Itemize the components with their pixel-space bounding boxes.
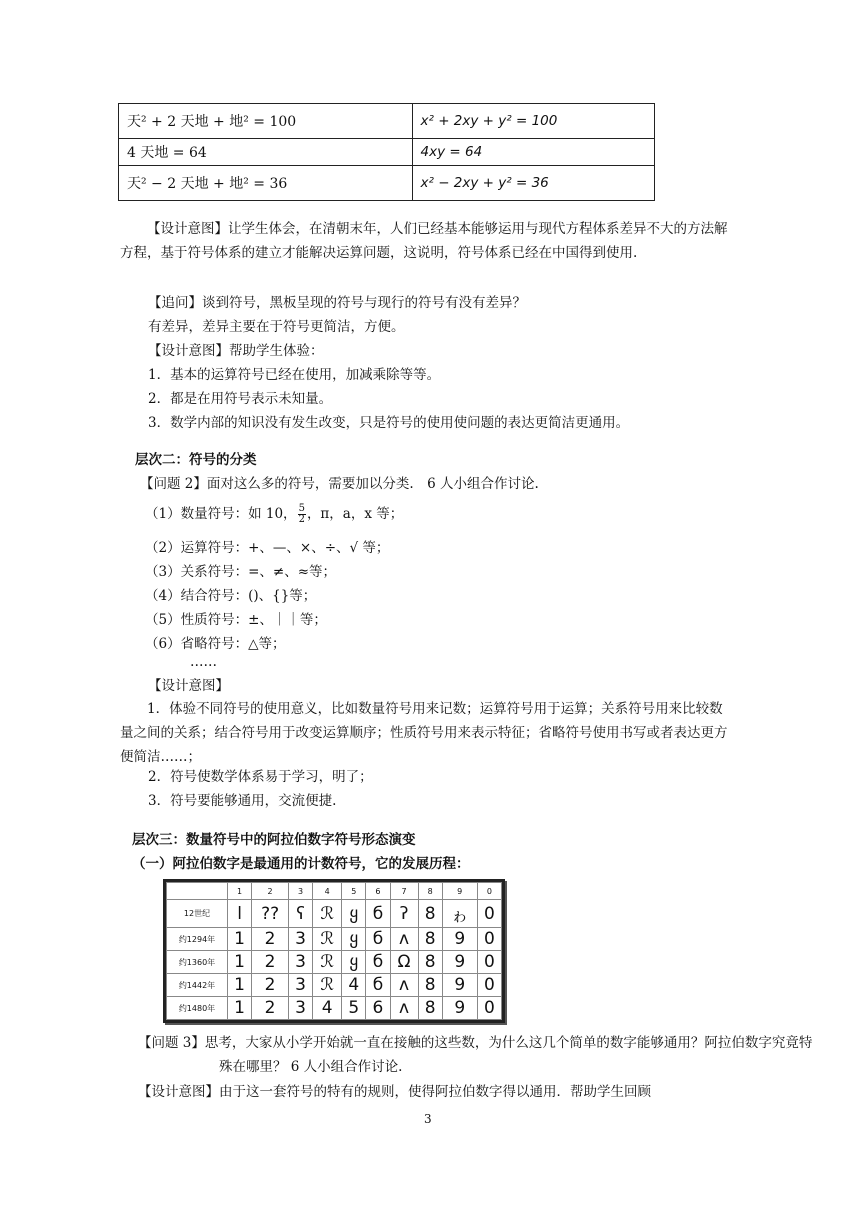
category-text: （1）数量符号：如 10， — [145, 506, 297, 522]
digit-cell: ʌ — [390, 928, 418, 951]
digit-cell: ყ — [342, 928, 366, 951]
category-text: ，π，a，x 等； — [306, 506, 404, 522]
fraction-numerator: 5 — [298, 503, 305, 514]
digit-cell: б — [366, 951, 390, 974]
digit-cell: 0 — [477, 997, 501, 1020]
numeral-evolution-image — [163, 879, 505, 1023]
follow-up-question: 【追问】谈到符号，黑板呈现的符号与现行的符号有没有差异？ — [148, 295, 526, 311]
digit-cell: 1 — [228, 951, 252, 974]
header-cell: 3 — [289, 883, 313, 900]
list-item: 2．都是在用符号表示未知量。 — [148, 391, 333, 407]
section-heading: 层次二：符号的分类 — [135, 452, 257, 468]
digit-cell: 6 — [366, 997, 390, 1020]
table-cell: 天² − 2 天地 + 地² = 36 — [119, 166, 413, 201]
table-row — [167, 997, 502, 1020]
fraction — [298, 504, 306, 525]
table-cell: 天² + 2 天地 + 地² = 100 — [119, 104, 413, 139]
digit-cell: 8 — [418, 974, 442, 997]
digit-cell: 8 — [418, 997, 442, 1020]
digit-cell: ℛ — [313, 951, 342, 974]
table-cell: 4xy = 64 — [412, 139, 654, 166]
digit-cell: б — [366, 900, 390, 928]
digit-cell: 1 — [228, 974, 252, 997]
list-item: 3．数学内部的知识没有发生改变，只是符号的使用使问题的表达更简洁更通用。 — [148, 415, 630, 431]
digit-cell: ℛ — [313, 900, 342, 928]
digit-cell: ʕ — [289, 900, 313, 928]
table-row — [167, 900, 502, 928]
digit-cell: ℛ — [313, 928, 342, 951]
list-item: 3．符号要能够通用，交流便捷. — [148, 793, 337, 809]
digit-cell: 2 — [252, 928, 289, 951]
category-quantity — [145, 502, 403, 525]
header-cell: 8 — [418, 883, 442, 900]
digit-cell: 0 — [477, 928, 501, 951]
digit-cell: 9 — [442, 997, 477, 1020]
header-cell: 4 — [313, 883, 342, 900]
row-label: 约1442年 — [167, 974, 228, 997]
header-cell — [167, 883, 228, 900]
row-label: 约1294年 — [167, 928, 228, 951]
digit-cell: 1 — [228, 928, 252, 951]
digit-cell: 0 — [477, 900, 501, 928]
category-grouping: （4）结合符号：()、{}等； — [145, 588, 317, 604]
category-omission: （6）省略符号：△等； — [145, 636, 286, 652]
digit-cell: ʌ — [390, 997, 418, 1020]
digit-cell: Ω — [390, 951, 418, 974]
digit-cell: б — [366, 928, 390, 951]
list-item: 1．体验不同符号的使用意义，比如数量符号用来记数；运算符号用于运算；关系符号用来比较数量之间的关系；结合符号用于改变运算顺序；性质符号用来表示特征；省略符号使用书写或者表达更方便简洁……； — [120, 701, 728, 765]
list-item: 2．符号使数学体系易于学习，明了； — [148, 769, 373, 785]
digit-cell: ʔ — [390, 900, 418, 928]
table-cell: 4 天地 = 64 — [119, 139, 413, 166]
digit-cell: 8 — [418, 951, 442, 974]
design-intent-paragraph: 【设计意图】让学生体会，在清朝末年，人们已经基本能够运用与现代方程体系差异不大的方法解方程，基于符号体系的建立才能解决运算问题，这说明，符号体系已经在中国得到使用. — [120, 221, 728, 261]
digit-cell: ʌ — [390, 974, 418, 997]
header-cell: 7 — [390, 883, 418, 900]
digit-cell: 8 — [418, 928, 442, 951]
digit-cell: ゎ — [442, 900, 477, 928]
digit-cell: 3 — [289, 951, 313, 974]
digit-cell: 2 — [252, 997, 289, 1020]
digit-cell: 1 — [228, 997, 252, 1020]
digit-cell: 4 — [313, 997, 342, 1020]
section-heading: 层次三：数量符号中的阿拉伯数字符号形态演变 — [132, 832, 416, 848]
question-3: 【问题 3】思考，大家从小学开始就一直在接触的这些数，为什么这几个简单的数字能够通用？阿拉伯数字究竟特殊在哪里？ 6 人小组合作讨论. — [138, 1035, 813, 1075]
fraction-denominator: 2 — [298, 514, 305, 525]
header-cell: 0 — [477, 883, 501, 900]
header-cell: 6 — [366, 883, 390, 900]
subsection-heading: （一）阿拉伯数字是最通用的计数符号，它的发展历程： — [132, 856, 470, 872]
comparison-table — [118, 103, 655, 201]
digit-cell: 9 — [442, 974, 477, 997]
table-cell: x² − 2xy + y² = 36 — [412, 166, 654, 201]
answer-text: 有差异，差异主要在于符号更简洁，方便。 — [148, 319, 405, 335]
digit-cell: ყ — [342, 900, 366, 928]
table-cell: x² + 2xy + y² = 100 — [412, 104, 654, 139]
ellipsis: …… — [190, 654, 217, 670]
table-row — [167, 951, 502, 974]
digit-cell: 2 — [252, 974, 289, 997]
digit-cell: 5 — [342, 997, 366, 1020]
digit-cell: 3 — [289, 928, 313, 951]
digit-cell: ყ — [342, 951, 366, 974]
category-operation: （2）运算符号：+、—、×、÷、√ 等； — [145, 540, 390, 556]
digit-cell: 3 — [289, 974, 313, 997]
design-intent-heading: 【设计意图】帮助学生体验： — [148, 343, 324, 359]
digit-cell: l — [228, 900, 252, 928]
digit-cell: 9 — [442, 928, 477, 951]
row-label: 约1480年 — [167, 997, 228, 1020]
digit-cell: 0 — [477, 974, 501, 997]
digit-cell: 4 — [342, 974, 366, 997]
digit-cell: 9 — [442, 951, 477, 974]
header-cell: 9 — [442, 883, 477, 900]
table-row — [167, 928, 502, 951]
digit-cell: ?? — [252, 900, 289, 928]
design-intent-heading: 【设计意图】 — [148, 678, 229, 694]
row-label: 约1360年 — [167, 951, 228, 974]
digit-cell: ℛ — [313, 974, 342, 997]
header-cell: 1 — [228, 883, 252, 900]
category-property: （5）性质符号：±、｜｜等； — [145, 612, 327, 628]
header-cell: 5 — [342, 883, 366, 900]
digit-cell: 3 — [289, 997, 313, 1020]
digit-cell: 2 — [252, 951, 289, 974]
digit-cell: б — [366, 974, 390, 997]
question-2: 【问题 2】面对这么多的符号，需要加以分类. 6 人小组合作讨论. — [140, 476, 539, 492]
table-row — [167, 974, 502, 997]
list-item: 1．基本的运算符号已经在使用，加减乘除等等。 — [148, 367, 441, 383]
row-label: 12世纪 — [167, 900, 228, 928]
page-number: 3 — [424, 1112, 432, 1126]
design-intent-paragraph: 【设计意图】由于这一套符号的特有的规则，使得阿拉伯数字得以通用．帮助学生回顾 — [138, 1084, 651, 1100]
digit-cell: 8 — [418, 900, 442, 928]
digit-cell: 0 — [477, 951, 501, 974]
category-relation: （3）关系符号：=、≠、≈等； — [145, 564, 337, 580]
header-cell: 2 — [252, 883, 289, 900]
